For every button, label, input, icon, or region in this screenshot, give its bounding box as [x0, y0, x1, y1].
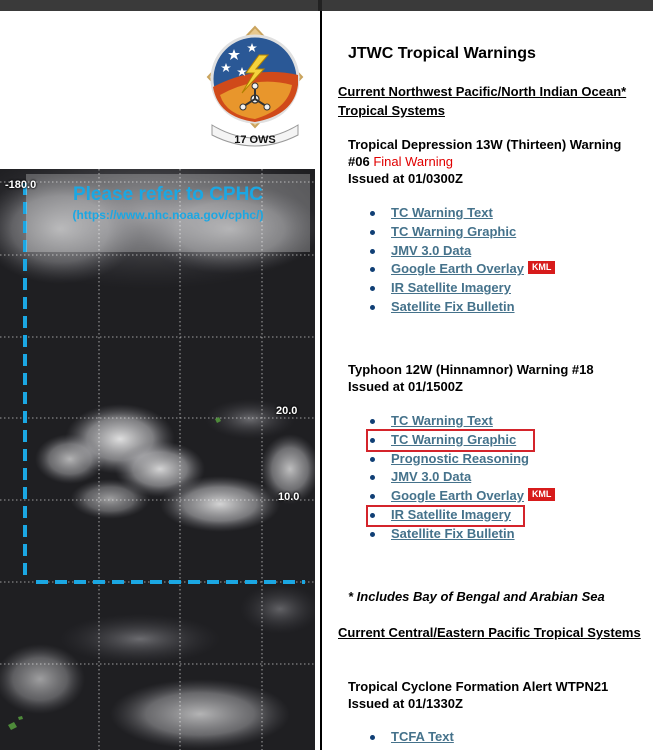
list-item [366, 204, 555, 223]
ty12w-jmv-data-link[interactable]: JMV 3.0 Data [391, 469, 472, 485]
list-item [366, 223, 555, 242]
tcfa-text-link[interactable]: TCFA Text [391, 729, 454, 744]
ty12w-prognostic-reasoning-link[interactable]: Prognostic Reasoning [391, 450, 529, 466]
warnings-panel [322, 11, 653, 750]
bullet-icon [370, 457, 375, 462]
satellite-imagery-graphic [0, 169, 315, 750]
td13w-issued: Issued at 01/0300Z [348, 171, 463, 186]
td13w-tc-warning-text-link[interactable]: TC Warning Text [391, 205, 493, 220]
highlight-ir-satellite-imagery [366, 505, 525, 527]
bullet-icon [370, 419, 375, 424]
left-panel [0, 11, 320, 750]
ty12w-tc-warning-text-link[interactable]: TC Warning Text [391, 413, 493, 428]
tcfa-title: Tropical Cyclone Formation Alert WTPN21 [348, 679, 609, 694]
ows-logo-text: 17 OWS [234, 134, 276, 146]
kml-badge[interactable]: KML [528, 488, 556, 501]
list-item [366, 279, 555, 298]
list-item [366, 412, 555, 431]
cphc-banner-title: Please refer to CPHC [72, 184, 264, 205]
section-central-pacific-link[interactable]: Current Central/Eastern Pacific Tropical Systems [338, 625, 641, 640]
ty12w-issued: Issued at 01/1500Z [348, 379, 463, 394]
list-item [366, 468, 555, 487]
bullet-icon [370, 475, 375, 480]
tcfa-links [366, 728, 454, 747]
list-item [366, 242, 555, 261]
cphc-banner-url: (https://www.nhc.noaa.gov/cphc/) [72, 208, 264, 222]
highlight-tc-warning-graphic [366, 429, 535, 452]
page-title: JTWC Tropical Warnings [348, 45, 536, 62]
td13w-satellite-fix-bulletin-link[interactable]: Satellite Fix Bulletin [391, 298, 515, 314]
bullet-icon [370, 286, 375, 291]
list-item [366, 298, 555, 317]
latitude-label-20: 20.0 [276, 405, 298, 417]
list-item [366, 728, 454, 747]
bullet-icon [370, 211, 375, 216]
top-bar-seam [318, 0, 322, 11]
bullet-icon [370, 230, 375, 235]
section-nw-pacific-link[interactable]: Current Northwest Pacific/North Indian Ocean* Tropical Systems [338, 84, 627, 118]
bullet-icon [370, 267, 375, 272]
td13w-jmv-data-link[interactable]: JMV 3.0 Data [391, 242, 472, 258]
footnote: * Includes Bay of Bengal and Arabian Sea [348, 589, 605, 604]
ows-emblem-logo [204, 25, 306, 151]
ty12w-title: Typhoon 12W (Hinnamnor) Warning #18 [348, 362, 594, 377]
list-item [366, 487, 555, 506]
td13w-number: #06 [348, 154, 370, 169]
final-warning-label: Final Warning [373, 154, 454, 169]
ty12w-tc-warning-graphic-link[interactable]: TC Warning Graphic [391, 431, 517, 447]
satellite-image[interactable] [0, 169, 315, 750]
ty12w-ir-satellite-imagery-link[interactable]: IR Satellite Imagery [391, 506, 511, 522]
td13w-links [366, 204, 555, 317]
td13w-tc-warning-graphic-link[interactable]: TC Warning Graphic [391, 223, 517, 239]
list-item [366, 450, 555, 469]
list-item [366, 260, 555, 279]
latitude-label-10: 10.0 [278, 491, 300, 503]
td13w-google-earth-overlay-link[interactable]: Google Earth Overlay [391, 261, 524, 277]
tcfa-block [348, 678, 643, 712]
bullet-icon [370, 305, 375, 310]
bullet-icon [370, 494, 375, 499]
tcfa-issued: Issued at 01/1330Z [348, 696, 463, 711]
bullet-icon [370, 735, 375, 740]
ty12w-block [348, 361, 643, 395]
top-bar [0, 0, 653, 11]
cphc-banner [26, 174, 310, 252]
td13w-ir-satellite-imagery-link[interactable]: IR Satellite Imagery [391, 280, 511, 296]
td13w-title: Tropical Depression 13W (Thirteen) Warning [348, 137, 622, 152]
longitude-label-180: -180.0 [5, 179, 37, 191]
kml-badge[interactable]: KML [528, 261, 556, 274]
bullet-icon [370, 532, 375, 537]
ty12w-google-earth-overlay-link[interactable]: Google Earth Overlay [391, 488, 524, 504]
td13w-block [348, 136, 643, 187]
bullet-icon [370, 249, 375, 254]
list-item [366, 525, 555, 544]
ty12w-satellite-fix-bulletin-link[interactable]: Satellite Fix Bulletin [391, 525, 515, 541]
